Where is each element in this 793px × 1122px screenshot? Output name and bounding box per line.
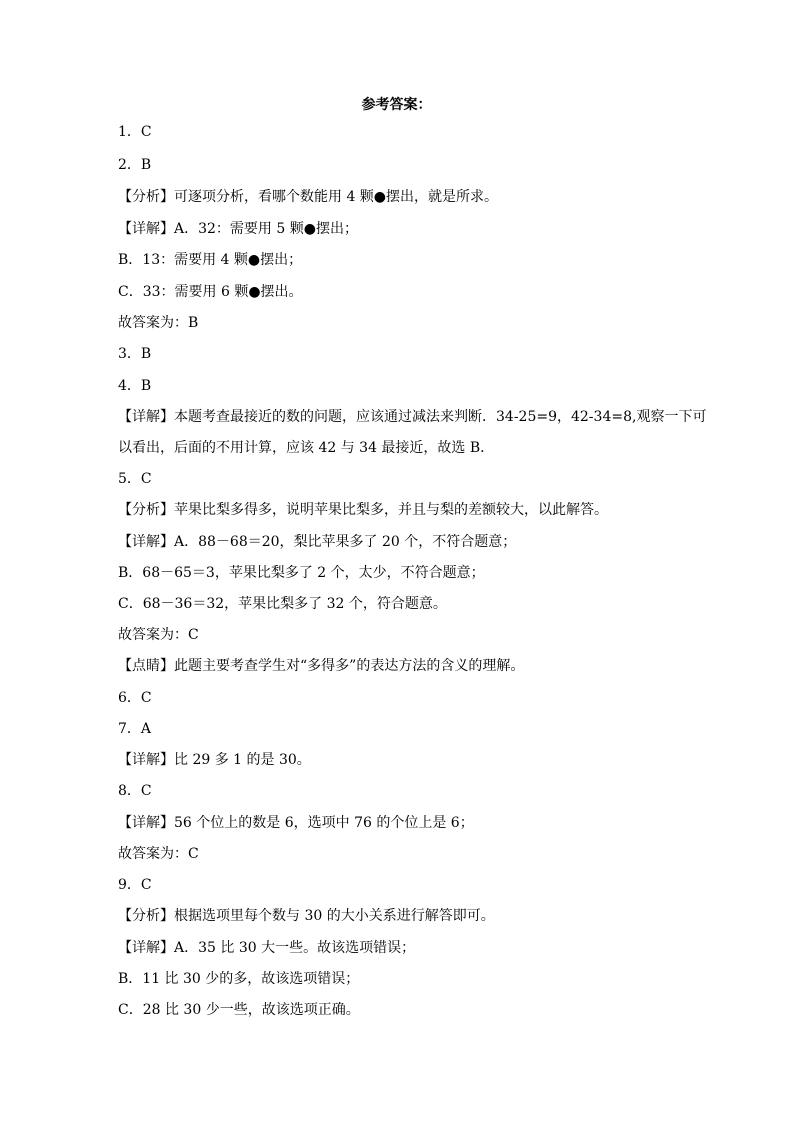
answer-8-conclusion: 故答案为：C: [118, 846, 199, 862]
answer-5-detail-b: B．68－65＝3，苹果比梨多了 2 个，太少，不符合题意；: [118, 565, 485, 581]
answer-4-detail: 【详解】本题考查最接近的数的问题，应该通过减法来判断．34-25=9，42-34=8,观察一下可: [118, 409, 707, 425]
answer-5-analysis: 【分析】苹果比梨多得多，说明苹果比梨多，并且与梨的差额较大，以此解答。: [118, 502, 608, 518]
answer-6: 6．C: [118, 690, 152, 706]
answer-5-detail-a: 【详解】A．88－68＝20，梨比苹果多了 20 个，不符合题意；: [118, 534, 517, 550]
answer-9-analysis: 【分析】根据选项里每个数与 30 的大小关系进行解答即可。: [118, 908, 495, 924]
answer-5-comment: 【点睛】此题主要考查学生对“多得多”的表达方法的含义的理解。: [118, 658, 525, 674]
answer-2-detail-c: C．33：需要用 6 颗●摆出。: [118, 284, 303, 300]
answer-9-detail-b: B．11 比 30 少的多，故该选项错误；: [118, 971, 360, 987]
answer-8-detail: 【详解】56 个位上的数是 6，选项中 76 的个位上是 6；: [118, 815, 474, 831]
answer-4: 4．B: [118, 378, 152, 394]
answer-9-detail-c: C．28 比 30 少一些，故该选项正确。: [118, 1002, 360, 1018]
answer-5-detail-c: C．68－36＝32，苹果比梨多了 32 个，符合题意。: [118, 596, 447, 612]
answer-2-detail-b: B．13：需要用 4 颗●摆出；: [118, 252, 303, 268]
page-title: 参考答案：: [361, 97, 432, 113]
answer-1: 1．C: [118, 124, 152, 140]
answer-7: 7．A: [118, 721, 152, 737]
answer-2-analysis: 【分析】可逐项分析，看哪个数能用 4 颗●摆出，就是所求。: [118, 189, 499, 205]
answer-9-detail-a: 【详解】A．35 比 30 大一些。故该选项错误；: [118, 940, 416, 956]
answer-7-detail: 【详解】比 29 多 1 的是 30。: [118, 752, 311, 768]
answer-4-detail-cont: 以看出，后面的不用计算，应该 42 与 34 最接近，故选 B．: [118, 440, 495, 456]
answer-9: 9．C: [118, 877, 152, 893]
answer-5-conclusion: 故答案为：C: [118, 627, 199, 643]
answer-2: 2．B: [118, 157, 152, 173]
answer-2-detail-a: 【详解】A．32：需要用 5 颗●摆出；: [118, 221, 358, 237]
answer-8: 8．C: [118, 783, 152, 799]
answer-5: 5．C: [118, 471, 152, 487]
answer-3: 3．B: [118, 346, 152, 362]
answer-2-conclusion: 故答案为：B: [118, 315, 199, 331]
